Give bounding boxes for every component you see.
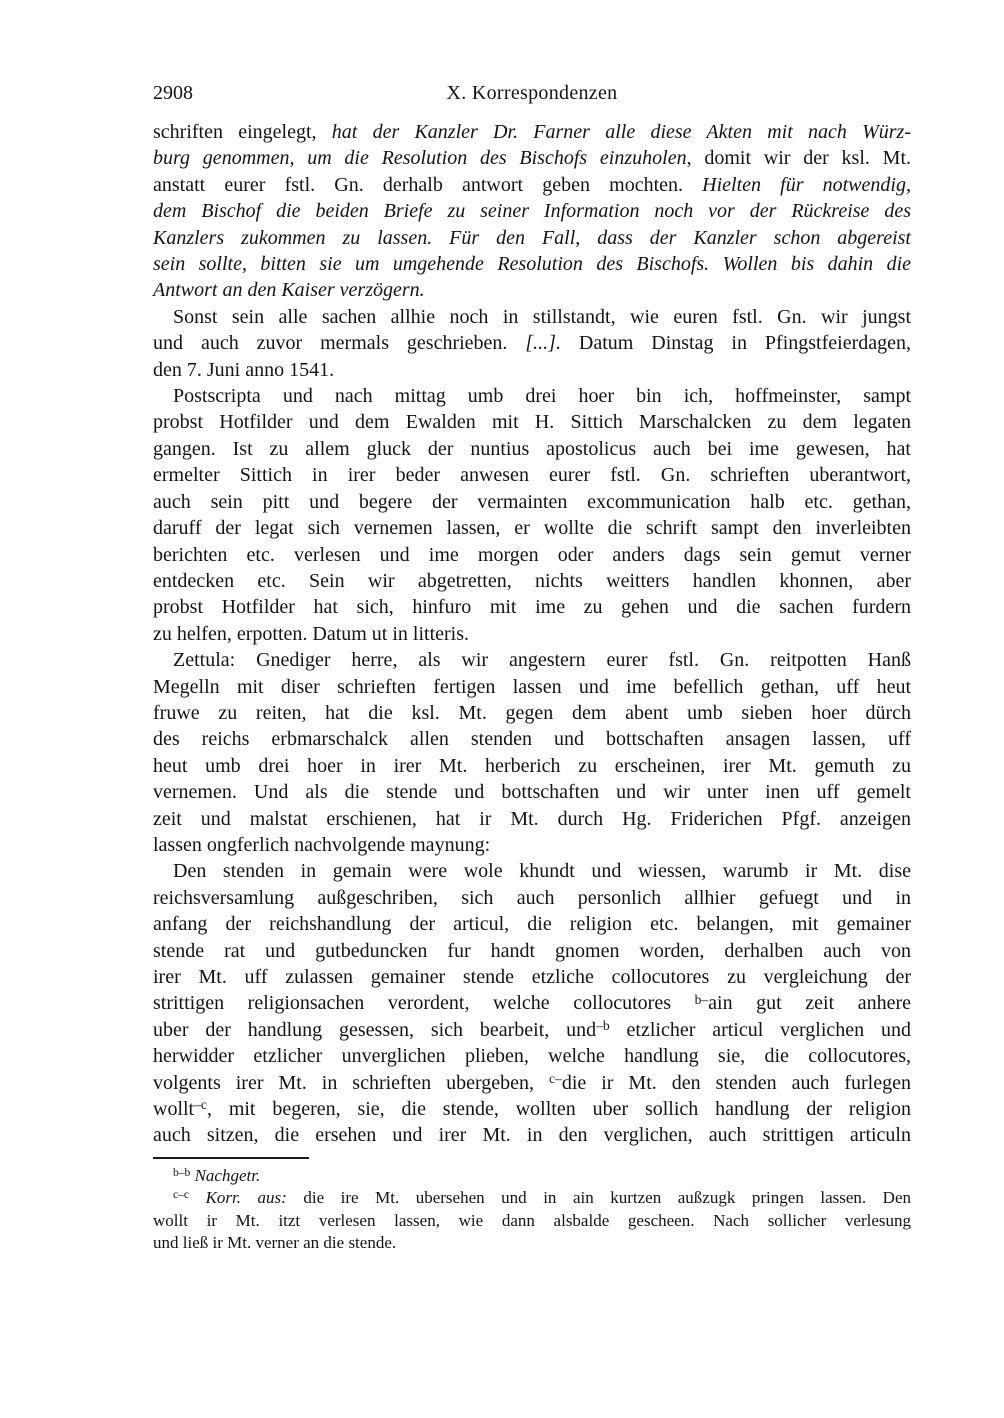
footnote-marker: b– (694, 991, 709, 1007)
text-line: reichsversamlung außgeschriben, sich auch personlich allhier gefuegt und in (153, 886, 911, 909)
paragraph (153, 383, 911, 647)
footnote-line: $^{b-b}$ Nachgetr. (173, 1166, 261, 1185)
text-line: zu helfen, erpotten. Datum ut in litteris. (153, 622, 470, 645)
footnote-marker: c–c (173, 1188, 190, 1202)
text-line: gangen. Ist zu allem gluck der nuntius apostolicus auch bei ime gewesen, hat (153, 437, 911, 460)
text-line: Postscripta und nach mittag umb drei hoer bin ich, hoffmeinster, sampt (173, 385, 911, 408)
text-line: entdecken etc. Sein wir abgetretten, nichts weitters handlen khonnen, aber (153, 569, 911, 592)
footnotes (153, 1165, 911, 1254)
text-line: auch sein pitt und begere der vermainten excommunication halb etc. gethan, (153, 490, 911, 513)
text-line: burg genommen, um die Resolution des Bischofs einzuholen, domit wir der ksl. Mt. (153, 147, 911, 170)
text-line: Kanzlers zukommen zu lassen. Für den Fall, dass der Kanzler schon abgereist (153, 226, 911, 249)
text-line: lassen ongferlich nachvolgende maynung: (153, 833, 491, 856)
text-line: herwidder etzlicher unverglichen plieben, welche handlung sie, die collocutores, (153, 1045, 911, 1068)
paragraph (153, 647, 911, 858)
text-line: auch sitzen, die ersehen und irer Mt. in den verglichen, auch strittigen articuln (153, 1124, 911, 1147)
footnote-line: wollt ir Mt. itzt verlesen lassen, wie dann alsbalde gescheen. Nach sollicher verlesung (153, 1210, 911, 1230)
footnote (153, 1165, 911, 1187)
folio-number: 2908 (153, 82, 193, 104)
text-line: heut umb drei hoer in irer Mt. herberich zu erscheinen, irer Mt. gemuth zu (153, 754, 911, 777)
paragraph (153, 304, 911, 383)
text-line: probst Hotfilder hat sich, hinfuro mit ime zu gehen und die sachen furdern (153, 596, 911, 619)
text-line: anfang der reichshandlung der articul, die religion etc. belangen, mit gemainer (153, 913, 911, 936)
text-line: Megelln mit diser schrieften fertigen lassen und ime befellich gethan, uff heut (153, 675, 911, 698)
text-line: strittigen religionsachen verordent, welche collocutores $^{b-}$ain gut zeit anhere (153, 991, 911, 1015)
text-body (153, 119, 911, 1149)
text-line: daruff der legat sich vernemen lassen, er wollte die schrift sampt den inverleibten (153, 517, 911, 540)
text-line: irer Mt. uff zulassen gemainer stende etzliche collocutores zu vergleichung der (153, 966, 911, 988)
text-line: ermelter Sittich in irer beder anwesen eurer fstl. Gn. schrieften uberantwort, (153, 464, 911, 487)
text-line: stende rat und gutbeduncken fur handt gnomen worden, derhalben auch von (153, 939, 911, 962)
text-line: fruwe zu reiten, hat die ksl. Mt. gegen dem abent umb sieben hoer dürch (153, 701, 911, 724)
text-line: Zettula: Gnediger herre, als wir angestern eurer fstl. Gn. reitpotten Hanß (173, 649, 911, 672)
text-line: anstatt eurer fstl. Gn. derhalb antwort geben mochten. Hielten für notwendig, (153, 173, 911, 196)
text-line: berichten etc. verlesen und ime morgen oder anders dags sein gemut verner (153, 543, 911, 566)
text-line: vernemen. Und als die stende und bottschaften und wir unter inen uff gemelt (153, 781, 911, 804)
footnote-line: und ließ ir Mt. verner an die stende. (153, 1232, 397, 1252)
footnote-marker: –c (194, 1097, 207, 1113)
running-title: X. Korrespondenzen (446, 82, 618, 104)
text-line: wollt$^{-c}$, mit begeren, sie, die stende, wollten uber sollich handlung der religion (153, 1097, 911, 1121)
footnote-marker: –b (596, 1018, 610, 1034)
page-header (153, 80, 911, 106)
text-line: uber der handlung gesessen, sich bearbeit, und$^{-b}$ etzlicher articul verglichen und (153, 1018, 911, 1041)
text-line: Den stenden in gemain were wole khundt und wiessen, warumb ir Mt. dise (173, 860, 911, 883)
text-line: Antwort an den Kaiser verzögern. (153, 279, 425, 302)
text-line: dem Bischof die beiden Briefe zu seiner Information noch vor der Rückreise des (153, 200, 911, 223)
footnote-marker: b–b (173, 1166, 191, 1180)
text-line: Sonst sein alle sachen allhie noch in stillstandt, wie euren fstl. Gn. wir jungst (173, 305, 911, 328)
footnote-marker: c– (549, 1070, 562, 1086)
text-line: probst Hotfilder und dem Ewalden mit H. Sittich Marschalcken zu dem legaten (153, 411, 911, 434)
text-line: den 7. Juni anno 1541. (153, 358, 335, 381)
footnote (153, 1187, 911, 1254)
footnote-separator-rule (153, 1157, 309, 1159)
footnote-line: $^{c-c}$ Korr. aus: die ire Mt. ubersehen und in ain kurtzen außzugk pringen lassen. Den (173, 1188, 911, 1208)
text-line: sein sollte, bitten sie um umgehende Resolution des Bischofs. Wollen bis dahin die (153, 253, 911, 276)
text-line: und auch zuvor mermals geschrieben. [...]. Datum Dinstag in Pfingstfeierdagen, (153, 332, 911, 355)
text-line: schriften eingelegt, hat der Kanzler Dr. Farner alle diese Akten mit nach Würz- (153, 121, 911, 143)
text-line: des reichs erbmarschalck allen stenden und bottschaften ansagen lassen, uff (153, 728, 911, 751)
text-line: volgents irer Mt. in schrieften ubergeben, $^{c-}$die ir Mt. den stenden auch furlegen (153, 1070, 911, 1094)
paragraph (153, 858, 911, 1148)
text-line: zeit und malstat erschienen, hat ir Mt. durch Hg. Friderichen Pfgf. anzeigen (153, 807, 911, 830)
paragraph (153, 119, 911, 304)
